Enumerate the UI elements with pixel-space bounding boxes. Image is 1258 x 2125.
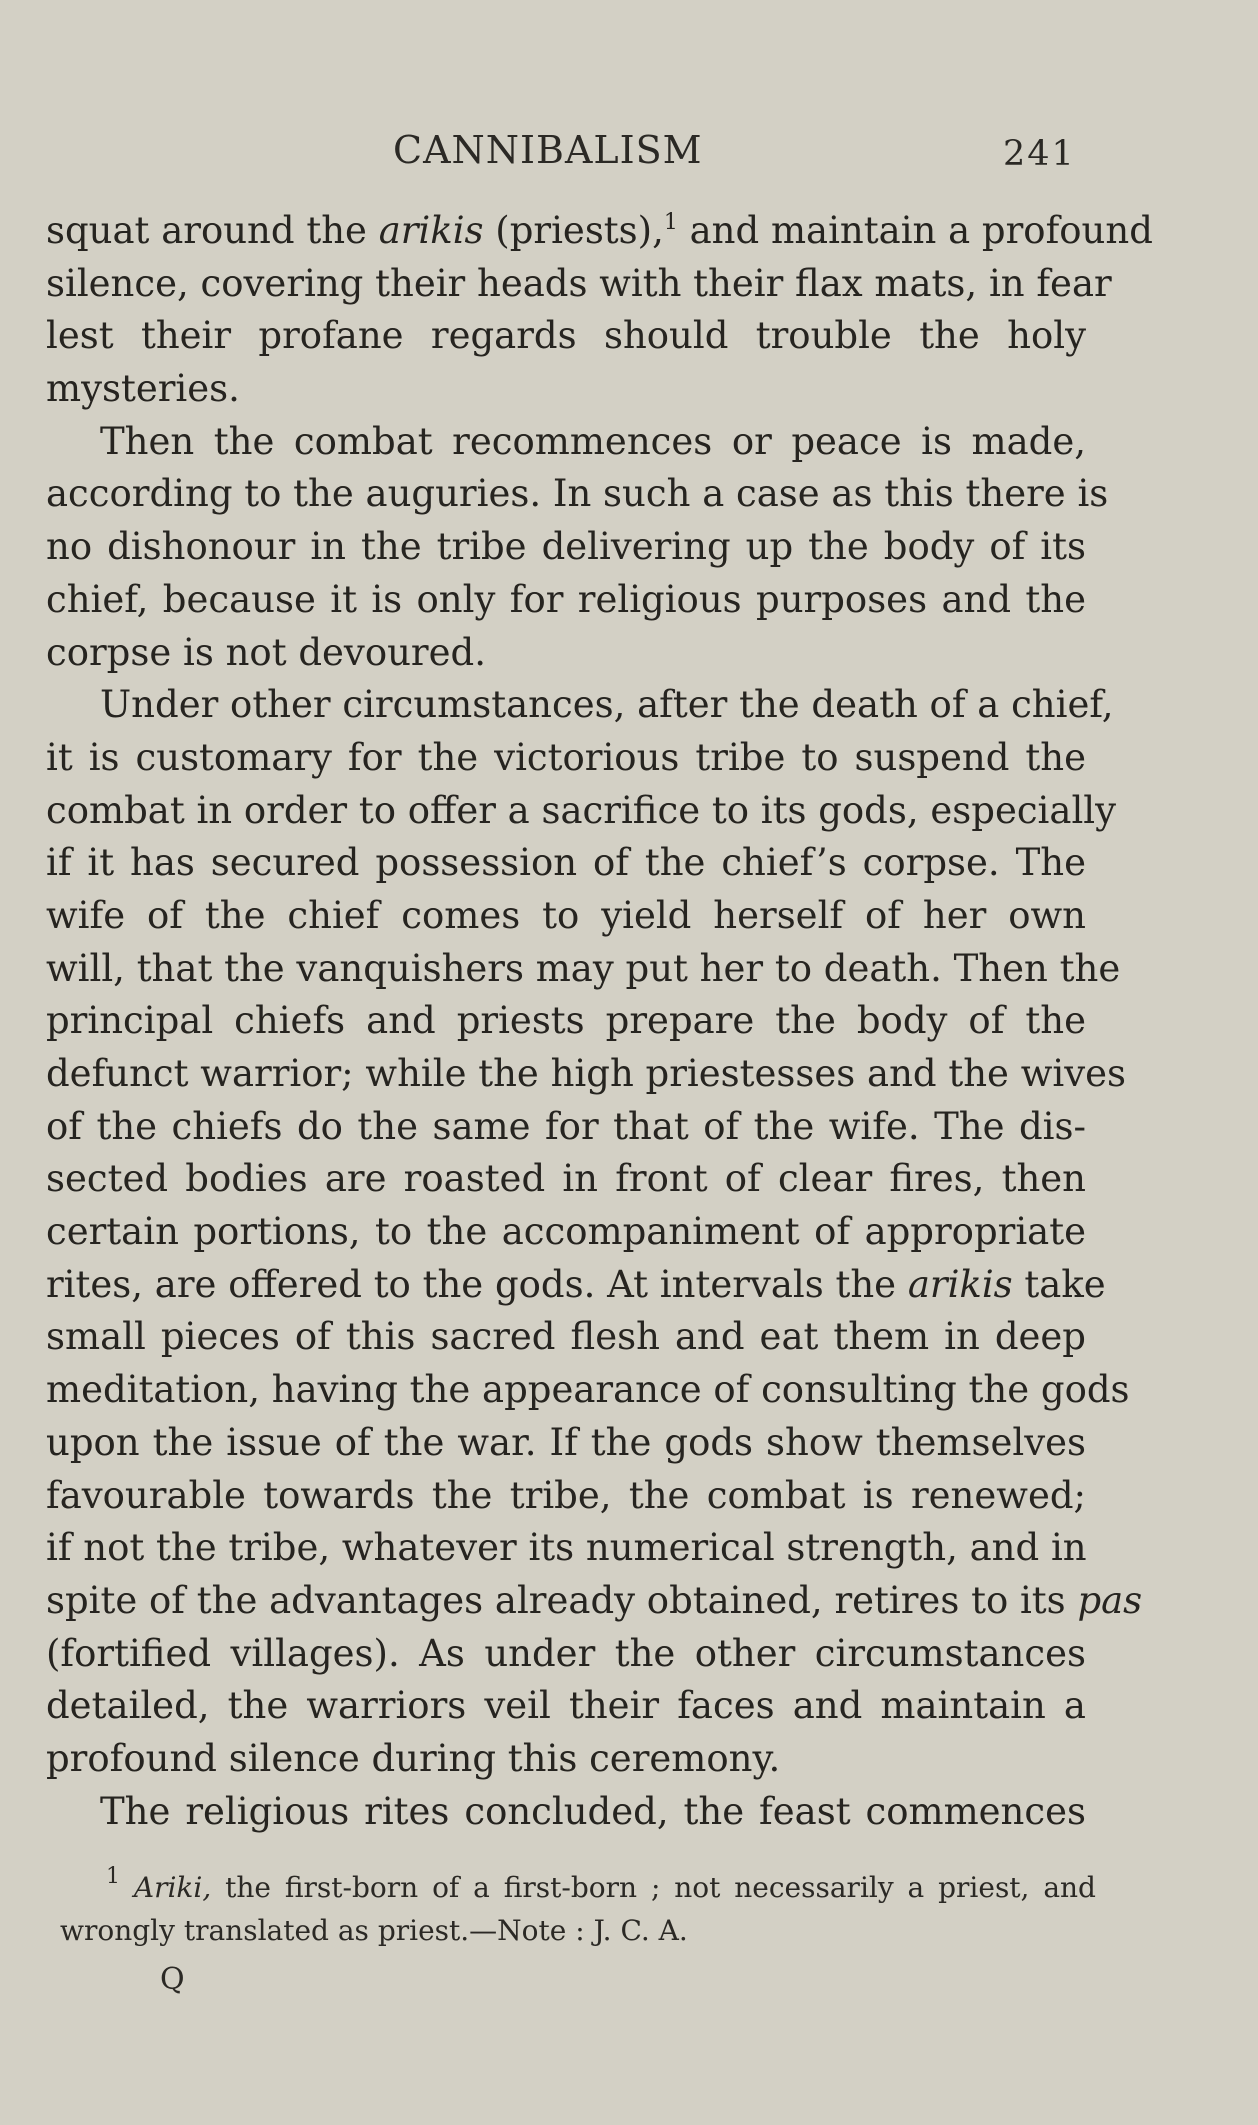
text-line: no dishonour in the tribe delivering up the body of its <box>46 525 1086 569</box>
text-line: squat around the arikis (priests),$^1$ and maintain a profound <box>46 209 1153 252</box>
text-line: wife of the chief comes to yield herself of her own <box>46 893 1086 937</box>
text-line: mysteries. <box>46 367 240 411</box>
text-line: chief, because it is only for religious purposes and the <box>46 577 1086 621</box>
text-line: silence, covering their heads with their flax mats, in fear <box>46 261 1112 305</box>
italic-term: arikis <box>907 1262 1013 1306</box>
text-line: small pieces of this sacred flesh and eat them in deep <box>46 1315 1086 1359</box>
text-line: profound silence during this ceremony. <box>46 1736 781 1780</box>
paragraph-start: The religious rites concluded, the feast commences <box>100 1789 1086 1833</box>
running-title: CANNIBALISM <box>393 128 703 172</box>
text-line: of the chiefs do the same for that of the wife. The dis- <box>46 1104 1086 1148</box>
text-line: principal chiefs and priests prepare the body of the <box>46 999 1086 1043</box>
footnote-line: $^1$ Ariki, the first-born of a first-born ; not necessarily a priest, and <box>106 1864 1096 1904</box>
text-line: if it has secured possession of the chief’s corpse. The <box>46 841 1086 885</box>
text-line: detailed, the warriors veil their faces and maintain a <box>46 1684 1086 1728</box>
footnote-marker: 1 <box>106 1864 120 1889</box>
text-line: will, that the vanquishers may put her to death. Then the <box>46 946 1121 990</box>
text-line: (fortified villages). As under the other circumstances <box>46 1631 1086 1675</box>
text-line: upon the issue of the war. If the gods show themselves <box>46 1420 1086 1464</box>
page-number: 241 <box>1003 134 1076 174</box>
text-line: spite of the advantages already obtained, retires to its pas <box>46 1578 1143 1622</box>
text-line: corpse is not devoured. <box>46 630 486 674</box>
footnote-line: wrongly translated as priest.—Note : J. C. A. <box>60 1914 688 1947</box>
text-line: meditation, having the appearance of consulting the gods <box>46 1368 1130 1412</box>
text-line: defunct warrior; while the high priestesses and the wives <box>46 1052 1126 1095</box>
text-line: sected bodies are roasted in front of clear fires, then <box>46 1157 1086 1201</box>
footnote <box>60 1866 1096 1952</box>
footnote-ref: 1 <box>663 210 678 235</box>
body-text <box>46 205 1153 1838</box>
paragraph-start: Under other circumstances, after the death of a chief, <box>100 683 1114 727</box>
text-line: it is customary for the victorious tribe to suspend the <box>46 735 1086 779</box>
paragraph-start: Then the combat recommences or peace is made, <box>100 419 1086 463</box>
text-line: combat in order to offer a sacrifice to its gods, especially <box>46 788 1117 832</box>
text-line: favourable towards the tribe, the combat is renewed; <box>46 1473 1086 1517</box>
text-line: according to the auguries. In such a case as this there is <box>46 472 1109 516</box>
text-line: lest their profane regards should trouble the holy <box>46 314 1086 358</box>
italic-term: pas <box>1077 1578 1143 1622</box>
text-line: certain portions, to the accompaniment of appropriate <box>46 1210 1086 1254</box>
italic-term: arikis <box>378 209 484 252</box>
footnote-term: Ariki, <box>133 1871 212 1904</box>
text-line: rites, are offered to the gods. At intervals the arikis take <box>46 1262 1106 1306</box>
signature-mark: Q <box>160 1962 185 1997</box>
text-line: if not the tribe, whatever its numerical strength, and in <box>46 1526 1087 1570</box>
